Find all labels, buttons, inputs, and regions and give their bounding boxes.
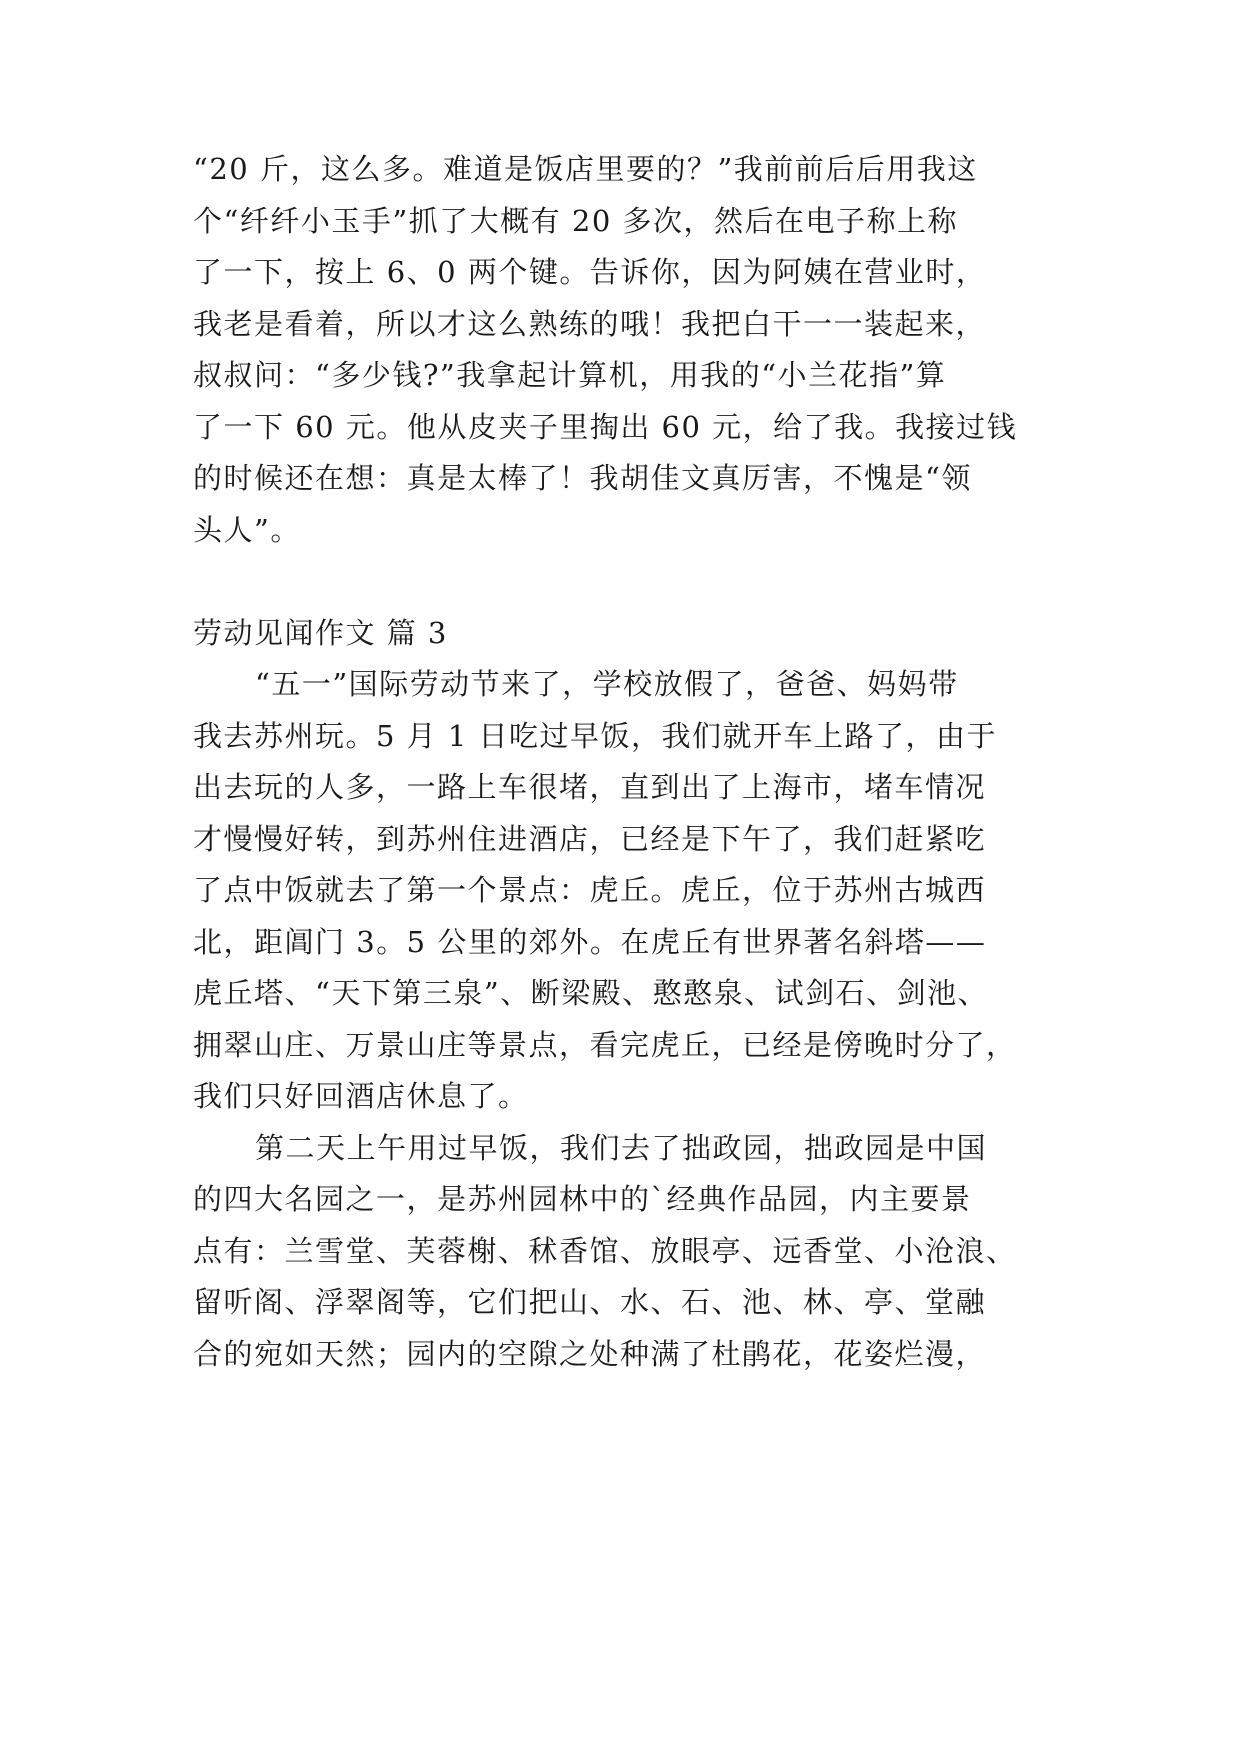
paragraph-3-line-1: 第二天上午用过早饭，我们去了拙政园，拙政园是中国	[255, 1131, 988, 1165]
paragraph-2-line-2: 我去苏州玩。5 月 1 日吃过早饭，我们就开车上路了，由于	[193, 719, 998, 753]
paragraph-1-line-5: 叔叔问：“多少钱?”我拿起计算机，用我的“小兰花指”算	[193, 358, 947, 392]
paragraph-2-line-8: 拥翠山庄、万景山庄等景点，看完虎丘，已经是傍晚时分了，	[193, 1028, 1017, 1062]
section-heading: 劳动见闻作文 篇 3	[193, 616, 448, 650]
paragraph-2-line-3: 出去玩的人多，一路上车很堵，直到出了上海市，堵车情况	[193, 770, 987, 804]
paragraph-2-line-4: 才慢慢好转，到苏州住进酒店，已经是下午了，我们赶紧吃	[193, 822, 987, 856]
paragraph-2-line-7: 虎丘塔、“天下第三泉”、断梁殿、憨憨泉、试剑石、剑池、	[193, 976, 989, 1010]
paragraph-1-line-4: 我老是看着，所以才这么熟练的哦！我把白干一一装起来，	[193, 307, 987, 341]
paragraph-2-line-6: 北，距阊门 3。5 公里的郊外。在虎丘有世界著名斜塔——	[193, 925, 987, 959]
paragraph-3-line-4: 留听阁、浮翠阁等，它们把山、水、石、池、林、亭、堂融	[193, 1285, 987, 1319]
paragraph-1-line-8: 头人”。	[193, 513, 301, 547]
paragraph-1-line-6: 了一下 60 元。他从皮夹子里掏出 60 元，给了我。我接过钱	[193, 410, 1018, 444]
paragraph-1-line-7: 的时候还在想：真是太棒了！我胡佳文真厉害，不愧是“领	[193, 461, 972, 495]
paragraph-1-line-2: 个“纤纤小玉手”抓了大概有 20 多次，然后在电子称上称	[193, 204, 958, 238]
paragraph-2-line-5: 了点中饭就去了第一个景点：虎丘。虎丘，位于苏州古城西	[193, 873, 987, 907]
paragraph-2-line-9: 我们只好回酒店休息了。	[193, 1079, 529, 1113]
paragraph-1-line-1: “20 斤，这么多。难道是饭店里要的？”我前前后后用我这	[193, 152, 978, 186]
paragraph-2-line-1: “五一”国际劳动节来了，学校放假了，爸爸、妈妈带	[255, 667, 959, 701]
paragraph-1-line-3: 了一下，按上 6、0 两个键。告诉你，因为阿姨在营业时，	[193, 255, 987, 289]
paragraph-3-line-3: 点有：兰雪堂、芙蓉榭、秫香馆、放眼亭、远香堂、小沧浪、	[193, 1234, 1017, 1268]
paragraph-3-line-5: 合的宛如天然；园内的空隙之处种满了杜鹃花，花姿烂漫，	[193, 1337, 987, 1371]
paragraph-3-line-2: 的四大名园之一，是苏州园林中的`经典作品园，内主要景	[193, 1182, 972, 1216]
